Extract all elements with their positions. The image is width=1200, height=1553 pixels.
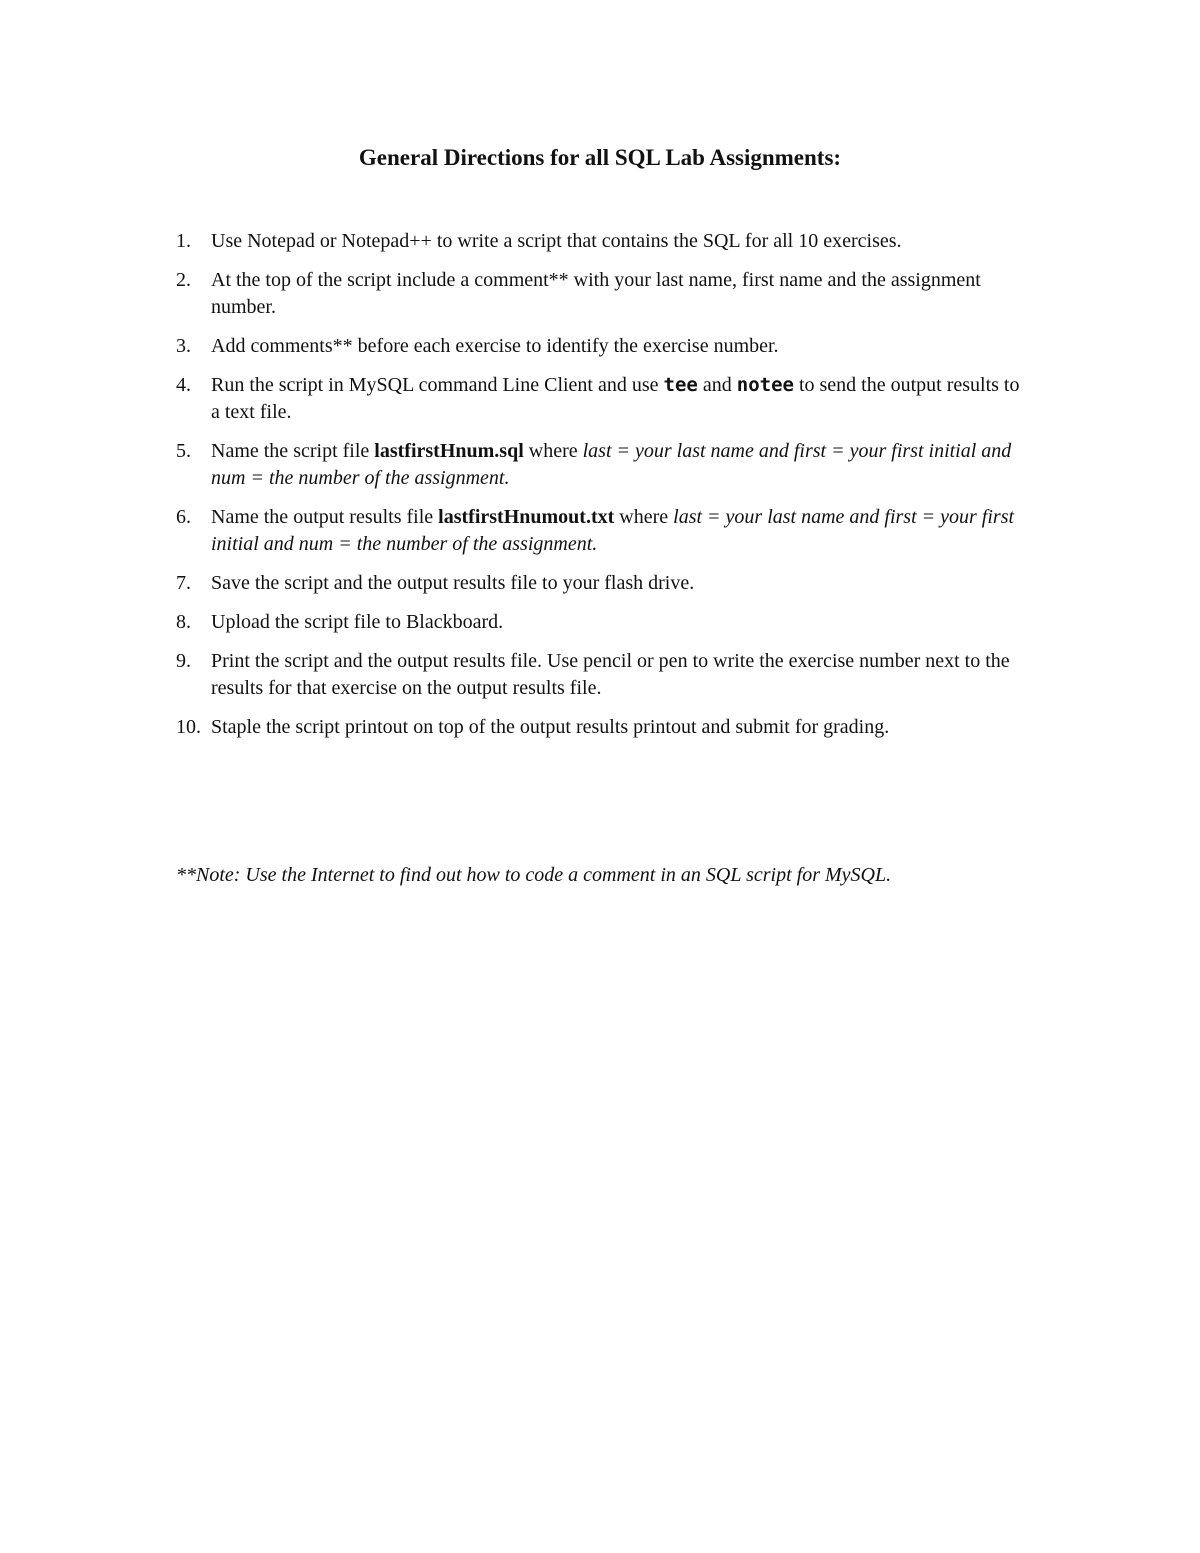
step-8 xyxy=(176,609,1026,636)
output-filename: lastfirstHnumout.txt xyxy=(438,506,615,528)
step-number: 7. xyxy=(176,572,191,594)
step-text: Print the script and the output results file. Use pencil or pen to write the exercise number next to the results for that exercise on the output results file. xyxy=(211,650,1010,699)
step-5 xyxy=(176,438,1026,492)
step-number: 8. xyxy=(176,611,191,633)
tee-command: tee xyxy=(663,374,698,396)
step-3 xyxy=(176,333,1026,360)
step-text: Upload the script file to Blackboard. xyxy=(211,611,504,633)
step-text: At the top of the script include a comment** with your last name, first name and the assignment number. xyxy=(211,269,981,318)
directions-list xyxy=(176,228,1026,753)
step-text: to send the output results to a text file. xyxy=(211,374,1020,423)
notee-command: notee xyxy=(736,374,794,396)
step-text: Staple the script printout on top of the output results printout and submit for grading. xyxy=(211,716,890,738)
step-9 xyxy=(176,648,1026,702)
step-7 xyxy=(176,570,1026,597)
step-text: where xyxy=(523,440,583,462)
step-4 xyxy=(176,372,1026,426)
step-10 xyxy=(176,714,1026,741)
step-number: 2. xyxy=(176,269,191,291)
step-text: Add comments** before each exercise to identify the exercise number. xyxy=(211,335,779,357)
step-number: 5. xyxy=(176,440,191,462)
step-text: Use Notepad or Notepad++ to write a script that contains the SQL for all 10 exercises. xyxy=(211,230,902,252)
step-number: 4. xyxy=(176,374,191,396)
step-text: Run the script in MySQL command Line Client and use xyxy=(211,374,664,396)
filename-explanation: last = your last name and first = your first initial and num = the number of the assignment. xyxy=(211,440,1012,489)
step-text: Name the output results file xyxy=(211,506,439,528)
step-6 xyxy=(176,504,1026,558)
step-text: Name the script file xyxy=(211,440,375,462)
step-1 xyxy=(176,228,1026,255)
step-number: 3. xyxy=(176,335,191,357)
document-title: General Directions for all SQL Lab Assignments: xyxy=(358,145,842,170)
step-text: Save the script and the output results file to your flash drive. xyxy=(211,572,695,594)
footnote: **Note: Use the Internet to find out how to code a comment in an SQL script for MySQL. xyxy=(176,864,892,886)
step-2 xyxy=(176,267,1026,321)
step-number: 1. xyxy=(176,230,191,252)
step-number: 10. xyxy=(176,716,201,738)
script-filename: lastfirstHnum.sql xyxy=(374,440,524,462)
step-number: 9. xyxy=(176,650,191,672)
step-text: where xyxy=(614,506,674,528)
step-text: and xyxy=(697,374,737,396)
step-number: 6. xyxy=(176,506,191,528)
filename-explanation: last = your last name and first = your first initial and num = the number of the assignment. xyxy=(211,506,1015,555)
